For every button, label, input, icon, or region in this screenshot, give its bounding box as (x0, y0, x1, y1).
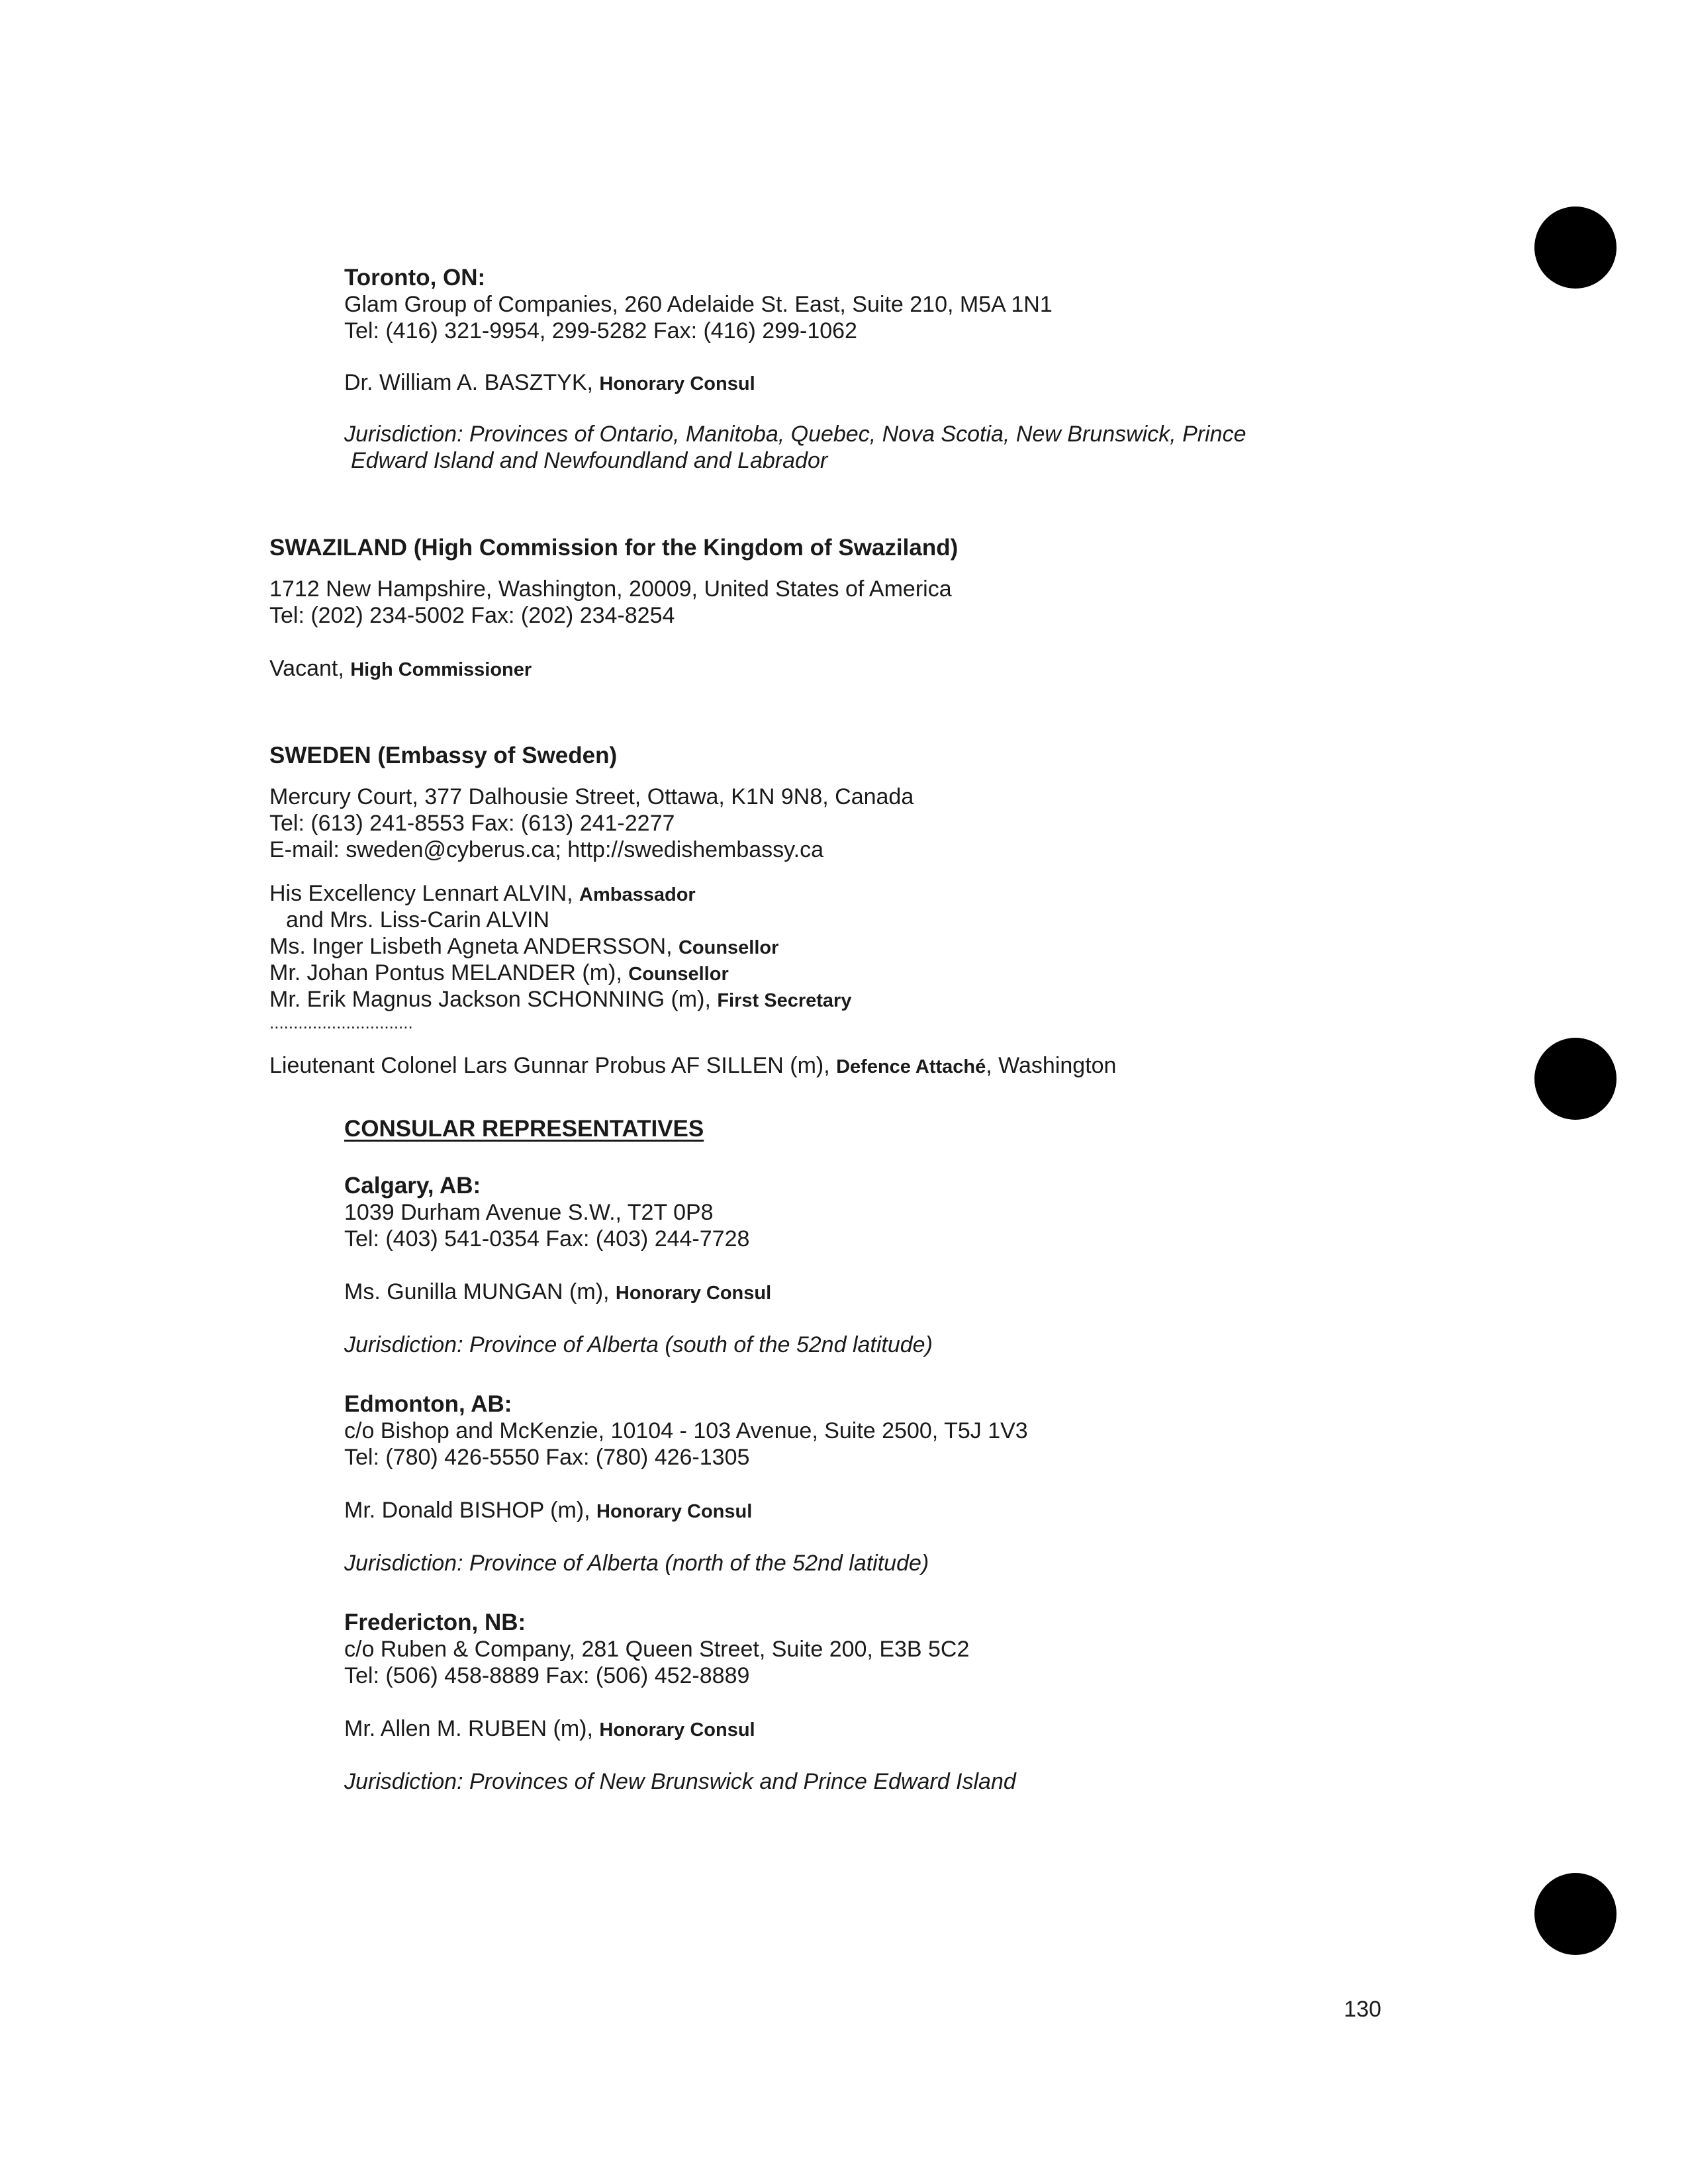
consulate-address: c/o Ruben & Company, 281 Queen Street, Suite 200, E3B 5C2 (344, 1637, 970, 1662)
staff-title: Counsellor (628, 964, 729, 985)
toronto-jurisdiction-line-1: Jurisdiction: Provinces of Ontario, Manitoba, Quebec, Nova Scotia, New Brunswick, Prince (344, 422, 1246, 447)
person-title: Honorary Consul (599, 373, 755, 394)
consulate-person (344, 1497, 752, 1525)
binder-hole-top (1534, 206, 1617, 289)
binder-hole-middle (1534, 1038, 1617, 1120)
page-number: 130 (1344, 1997, 1382, 2022)
consulate-jurisdiction: Jurisdiction: Province of Alberta (south of the 52nd latitude) (344, 1332, 933, 1357)
person-name: Ms. Gunilla MUNGAN (m), (344, 1279, 616, 1304)
consulate-tel: Tel: (780) 426-5550 Fax: (780) 426-1305 (344, 1445, 750, 1470)
staff-title: Counsellor (678, 937, 779, 958)
person-title: Honorary Consul (615, 1283, 772, 1304)
attache-title: Defence Attaché (836, 1056, 986, 1077)
swaziland-heading: SWAZILAND (High Commission for the Kingdom of Swaziland) (269, 535, 959, 561)
consulate-jurisdiction: Jurisdiction: Province of Alberta (north of the 52nd latitude) (344, 1551, 929, 1576)
sweden-heading: SWEDEN (Embassy of Sweden) (269, 743, 618, 768)
staff-name: Ms. Inger Lisbeth Agneta ANDERSSON, (269, 934, 679, 959)
sweden-email: E-mail: sweden@cyberus.ca; http://swedishembassy.ca (269, 837, 824, 862)
toronto-jurisdiction-line-2: Edward Island and Newfoundland and Labrador (351, 448, 828, 473)
sweden-address: Mercury Court, 377 Dalhousie Street, Ottawa, K1N 9N8, Canada (269, 784, 914, 809)
toronto-heading: Toronto, ON: (344, 265, 486, 291)
consulate-person (344, 1279, 771, 1306)
staff-row (269, 880, 696, 908)
person-name: Mr. Allen M. RUBEN (m), (344, 1716, 600, 1741)
swaziland-tel: Tel: (202) 234-5002 Fax: (202) 234-8254 (269, 603, 675, 628)
attache-suffix: , Washington (986, 1053, 1117, 1078)
toronto-tel: Tel: (416) 321-9954, 299-5282 Fax: (416) 299-1062 (344, 318, 857, 343)
person-name: Mr. Donald BISHOP (m), (344, 1498, 597, 1523)
toronto-person (344, 369, 755, 397)
staff-title: First Secretary (717, 990, 852, 1011)
consulate-heading: Fredericton, NB: (344, 1610, 526, 1635)
consulate-address: 1039 Durham Avenue S.W., T2T 0P8 (344, 1200, 714, 1225)
toronto-address: Glam Group of Companies, 260 Adelaide St. East, Suite 210, M5A 1N1 (344, 292, 1053, 317)
staff-row (269, 960, 729, 987)
consulate-address: c/o Bishop and McKenzie, 10104 - 103 Avenue, Suite 2500, T5J 1V3 (344, 1418, 1028, 1443)
staff-name: and Mrs. Liss-Carin ALVIN (286, 907, 550, 933)
swaziland-address: 1712 New Hampshire, Washington, 20009, United States of America (269, 576, 952, 602)
staff-name: Mr. Johan Pontus MELANDER (m), (269, 960, 629, 985)
consulate-person (344, 1715, 755, 1743)
defence-attache (269, 1052, 1116, 1080)
consulate-jurisdiction: Jurisdiction: Provinces of New Brunswick and Prince Edward Island (344, 1769, 1016, 1794)
attache-name: Lieutenant Colonel Lars Gunnar Probus AF SILLEN (m), (269, 1053, 837, 1078)
person-name: Dr. William A. BASZTYK, (344, 370, 600, 395)
staff-name: His Excellency Lennart ALVIN, (269, 881, 580, 906)
person-title: Honorary Consul (596, 1501, 753, 1522)
consulate-tel: Tel: (403) 541-0354 Fax: (403) 244-7728 (344, 1226, 750, 1251)
staff-title: Ambassador (579, 884, 696, 905)
swaziland-person (269, 655, 532, 683)
staff-row (269, 933, 778, 961)
person-name: Vacant, (269, 656, 351, 681)
consulate-tel: Tel: (506) 458-8889 Fax: (506) 452-8889 (344, 1663, 750, 1688)
consulate-heading: Calgary, AB: (344, 1173, 481, 1199)
sweden-tel: Tel: (613) 241-8553 Fax: (613) 241-2277 (269, 811, 675, 836)
staff-row (286, 907, 549, 934)
dotted-separator: .............................. (269, 1013, 413, 1032)
binder-hole-bottom (1534, 1873, 1617, 1955)
person-title: High Commissioner (350, 659, 532, 680)
consulate-heading: Edmonton, AB: (344, 1391, 512, 1417)
consular-representatives-heading: CONSULAR REPRESENTATIVES (344, 1116, 704, 1142)
person-title: Honorary Consul (599, 1719, 755, 1741)
staff-name: Mr. Erik Magnus Jackson SCHONNING (m), (269, 987, 718, 1012)
